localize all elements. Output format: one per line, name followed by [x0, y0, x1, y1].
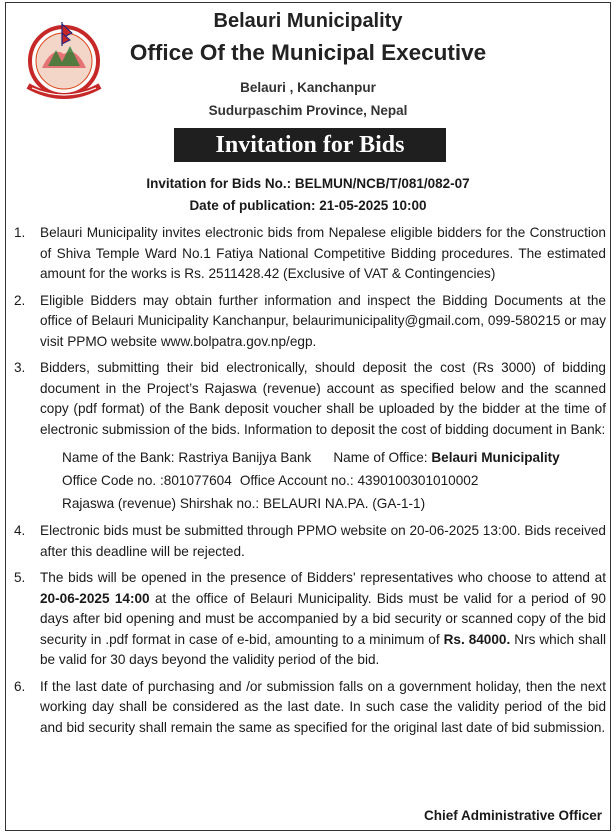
signatory: Chief Administrative Officer	[423, 808, 602, 823]
address-line-1: Belauri , Kanchanpur	[240, 80, 376, 95]
bank-details	[62, 446, 606, 515]
publication-date	[6, 198, 610, 213]
item-text: Belauri Municipality invites electronic bids from Nepalese eligible bidders for the Construction of Shiva Temple Ward No.1 Fatiya National Competitive Bidding procedures. The estimated amount for the works is Rs. 2511428.42 (Exclusive of VAT & Contingencies)	[40, 225, 606, 281]
list-item	[14, 677, 606, 739]
list-item	[14, 521, 606, 562]
notice-items	[14, 223, 606, 744]
opening-datetime: 20-06-2025 14:00	[40, 590, 150, 606]
item-number: 5.	[14, 570, 26, 585]
list-item	[14, 291, 606, 353]
publication-date-value: 21-05-2025 10:00	[319, 198, 427, 213]
item-number: 3.	[14, 360, 26, 375]
item-text: If the last date of purchasing and /or submission falls on a government holiday, then the next working day shall be considered as the last date. In such case the validity period of the bid and bid security shall remain the same as specified for the original last date of bid submission.	[40, 678, 606, 735]
office-code-label: Office Code no. :	[62, 473, 164, 488]
item-text-part: The bids will be opened in the presence of Bidders' representatives who choose to attend at	[40, 570, 606, 585]
item-number: 6.	[14, 678, 26, 694]
bank-name-value: Rastriya Banijya Bank	[178, 450, 312, 465]
item-text-part: at the office of Belauri Municipality. Bids must be valid for a period of 90 days after bid opening and must be accompanied by a bid security or scanned copy of the bid security in .pdf format in case of e-bid, amounting to a minimum of	[40, 590, 606, 647]
office-name: Office Of the Municipal Executive	[129, 40, 487, 65]
list-item	[14, 223, 606, 285]
list-item	[14, 568, 606, 671]
office-name-value: Belauri Municipality	[431, 450, 560, 465]
notice-page	[5, 2, 611, 831]
item-number: 4.	[14, 523, 26, 538]
bank-row-1	[62, 446, 606, 469]
office-name-label: Name of Office:	[333, 450, 428, 465]
office-code-value: 801077604	[163, 473, 232, 488]
account-label: Office Account no.:	[239, 473, 354, 488]
bid-number	[6, 176, 610, 191]
item-number: 1.	[14, 225, 26, 240]
address-line-2: Sudurpaschim Province, Nepal	[208, 103, 408, 118]
item-text: Electronic bids must be submitted through PPMO website on 20-06-2025 13:00. Bids received after this deadline will be rejected.	[40, 523, 606, 559]
list-item	[14, 358, 606, 440]
item-text-part: Nrs which shall be valid for 30 days beyond the validity period of the bid.	[40, 631, 607, 667]
notice-title-banner: Invitation for Bids	[174, 128, 446, 162]
publication-date-label: Date of publication:	[189, 198, 316, 213]
shirshak-value: BELAURI NA.PA. (GA-1-1)	[262, 496, 426, 511]
account-value: 4390100301010002	[357, 473, 479, 488]
item-number: 2.	[14, 292, 26, 308]
item-text	[40, 568, 606, 671]
bid-number-value: BELMUN/NCB/T/081/082-07	[294, 176, 470, 191]
shirshak-label: Rajaswa (revenue) Shirshak no.:	[62, 496, 260, 511]
bid-security-amount: Rs. 84000.	[443, 631, 511, 647]
municipality-name: Belauri Municipality	[213, 10, 403, 32]
item-text: Eligible Bidders may obtain further information and inspect the Bidding Documents at the office of Belauri Municipality Kanchanpur, belaurimunicipality@gmail.com, 099-580215 or may visit PPMO website www.bolpatra.gov.np/egp.	[40, 292, 606, 349]
item-text: Bidders, submitting their bid electronically, should deposit the cost (Rs 3000) of bidding document in the Project’s Rajaswa (revenue) account as specified below and the scanned copy (pdf format) of the Bank deposit voucher shall be uploaded by the bidder at the time of electronic submission of the bids. Information to deposit the cost of bidding document in Bank:	[40, 360, 606, 437]
bank-row-2	[62, 469, 606, 492]
bid-number-label: Invitation for Bids No.:	[146, 176, 292, 191]
bank-name-label: Name of the Bank:	[62, 450, 175, 465]
bank-row-3	[62, 492, 606, 515]
